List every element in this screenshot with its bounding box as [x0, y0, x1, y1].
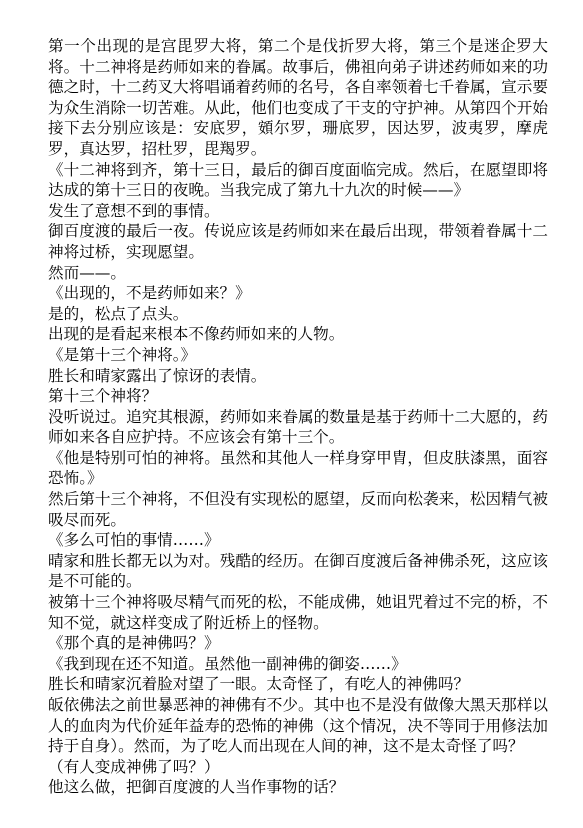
- paragraph: 《我到现在还不知道。虽然他一副神佛的御姿……》: [48, 654, 407, 673]
- paragraph: 《十二神将到齐，第十三日，最后的御百度面临完成。然后，在愿望即将达成的第十三日的夜晚。当我完成了第九十九次的时候——》: [48, 160, 548, 200]
- document-page: [48, 36, 548, 798]
- paragraph: 然后第十三个神将，不但没有实现松的愿望，反而向松袭来，松因精气被吸尽而死。: [48, 490, 548, 529]
- paragraph: 御百度渡的最后一夜。传说应该是药师如来在最后出现，带领着眷属十二神将过桥，实现愿望。: [48, 222, 548, 261]
- paragraph: 《那个真的是神佛吗？》: [48, 634, 220, 653]
- paragraph: 是的，松点了点头。: [48, 304, 189, 323]
- paragraph: 《他是特别可怕的神将。虽然和其他人一样身穿甲胄，但皮肤漆黑，面容恐怖。》: [48, 448, 548, 488]
- paragraph: 没听说过。追究其根源，药师如来眷属的数量是基于药师十二大愿的，药师如来各自应护持。不应该会有第十三个。: [48, 407, 548, 447]
- paragraph: 被第十三个神将吸尽精气而死的松，不能成佛，她诅咒着过不完的桥，不知不觉，就这样变成了附近桥上的怪物。: [48, 593, 548, 632]
- paragraph: 《多么可怕的事情……》: [48, 531, 220, 550]
- paragraph: 然而——。: [48, 263, 126, 282]
- paragraph: 出现的是看起来根本不像药师如来的人物。: [48, 325, 345, 344]
- paragraph: 胜长和晴家沉着脸对望了一眼。太奇怪了，有吃人的神佛吗？: [48, 675, 470, 694]
- paragraph: 他这么做，把御百度渡的人当作事物的话？: [48, 778, 345, 797]
- paragraph: 《是第十三个神将。》: [48, 345, 197, 364]
- paragraph: （有人变成神佛了吗？）: [48, 757, 220, 776]
- paragraph: 《出现的，不是药师如来？》: [48, 284, 251, 303]
- paragraph: 第一个出现的是宫毘罗大将，第二个是伐折罗大将，第三个是迷企罗大将。十二神将是药师如来的眷属。故事后，佛祖向弟子讲述药师如来的功德之时，十二药叉大将唱诵着药师的名号，各自率领着七千眷属，宣示要为众生消除一切苦难。从此，他们也变成了干支的守护神。从第四个开始接下去分别应该是：安底罗，頞尔罗，珊底罗，因达罗，波夷罗，摩虎罗，真达罗，招杜罗，毘羯罗。: [48, 37, 548, 158]
- paragraph: 胜长和晴家露出了惊讶的表情。: [48, 366, 267, 385]
- paragraph: 发生了意想不到的事情。: [48, 201, 220, 220]
- paragraph: 皈依佛法之前世暴恶神的神佛有不少。其中也不是没有做像大黑天那样以人的血肉为代价延年益寿的恐怖的神佛（这个情况，决不等同于用修法加持于自身）。然而，为了吃人而出现在人间的神，这不是太奇怪了吗？: [48, 696, 548, 756]
- paragraph: 晴家和胜长都无以为对。残酷的经历。在御百度渡后备神佛杀死，这应该是不可能的。: [48, 551, 548, 591]
- paragraph: 第十三个神将？: [48, 387, 158, 406]
